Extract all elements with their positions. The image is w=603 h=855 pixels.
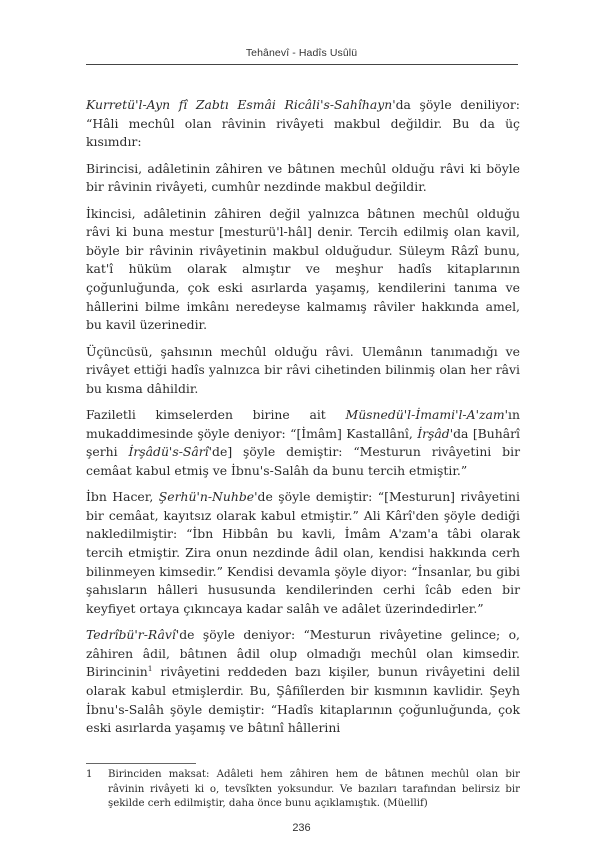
page-number: 236: [292, 822, 311, 834]
footnote: [86, 768, 520, 812]
footnote-rule: [86, 763, 196, 764]
paragraph-6: İbn Hacer, Şerhü'n-Nuhbe'de şöyle demiştir: “[Mesturun] rivâyetini bir cemâat, kayıtsız olarak kabul etmiştir.” Ali Kârî'den şöyle dediği nakledilmiştir: “İbn Hibbân bu kavli, İmâm A'zam'a tâbi olarak tercih etmiştir. Zira onun nezdinde âdil olan, kendisi hakkında cerh bilinmeyen kimsedir.” Kendisi devamla şöyle diyor: “İnsanlar, bu gibi şahısların hâlleri hususunda kendilerinden cerhi îcâb eden bir keyfiyet ortaya çıkıncaya kadar salâh ve adâlet üzerindedirler.”: [86, 489, 520, 616]
footnote-number: 1: [86, 769, 93, 780]
book-title: Tedrîbü'r-Râvî: [86, 627, 176, 643]
book-title: Müsnedü'l-İmami'l-A'zam: [345, 407, 505, 423]
paragraph-1: Kurretü'l-Ayn fî Zabtı Esmâi Ricâli's-Sahîhayn'da şöyle deniliyor: “Hâli mechûl olan râvinin rivâyeti makbul değildir. Bu da üç kısımdır:: [86, 97, 520, 150]
paragraph-3: İkincisi, adâletinin zâhiren değil yalnızca bâtınen mechûl olduğu râvi ki buna mestur [mesturü'l-hâl] denir. Tercih edilmiş olan kavil, böyle bir râvinin rivâyetinin makbul olduğudur. Süleym Râzî bunu, kat'î hüküm olarak almıştır ve meşhur hadîs kitaplarının çoğunluğunda, çok eski asırlarda yaşamış, kendilerini tanıma ve hâllerini bilme imkânı neredeyse kalmamış râviler hakkında amel, bu kavil üzerinedir.: [86, 205, 520, 333]
footnote-text: Birinciden maksat: Adâleti hem zâhiren hem de bâtınen mechûl olan bir râvinin rivâyeti ki o, tevsîkten yoksundur. Ve bazıları tarafından belirsiz bir şekilde cerh edilmiştir, daha önce bunu açıklamıştık. (Müellif): [108, 769, 520, 810]
paragraph-2: Birincisi, adâletinin zâhiren ve bâtınen mechûl olduğu râvi ki böyle bir râvinin rivâyeti, cumhûr nezdinde makbul değildir.: [86, 160, 520, 195]
book-title: İrşâdü's-Sârî: [128, 444, 209, 460]
paragraph-7: Tedrîbü'r-Râvî'de şöyle deniyor: “Mesturun rivâyetine gelince; o, zâhiren âdil, bâtınen âdil olup olmadığı mechûl olan kimsedir. Birincinin$^1$ rivâyetini reddeden bazı kişiler, bunun rivâyetini delil olarak kabul etmişlerdir. Bu, Şâfiîlerden bir kısmının kavlidir. Şeyh İbnu's-Salâh şöyle demiştir: “Hadîs kitaplarının çoğunluğunda, çok eski asırlarda yaşamış ve bâtınî hâllerini: [86, 627, 520, 736]
book-title: Şerhü'n-Nuhbe: [158, 489, 255, 505]
book-title: Kurretü'l-Ayn fî Zabtı Esmâi Ricâli's-Sahîhayn: [86, 97, 393, 112]
book-title: İrşâd: [417, 425, 450, 441]
header-rule: [86, 64, 518, 65]
footnote-reference[interactable]: 1: [147, 664, 153, 674]
paragraph-4: Üçüncüsü, şahsının mechûl olduğu râvi. Ulemânın tanımadığı ve rivâyet ettiği hadîs yalnızca bir râvi cihetinden bilinmiş olan her râvi bu kısma dâhildir.: [86, 343, 520, 396]
body-text: [86, 96, 520, 746]
paragraph-5: Faziletli kimselerden birine ait Müsnedü'l-İmami'l-A'zam'ın mukaddimesinde şöyle deniyor: “[İmâm] Kastallânî, İrşâd'da [Buhârî şerhi İrşâdü's-Sârî'de] şöyle demiştir: “Mesturun rivâyetini bir cemâat kabul etmiş ve İbnu's-Salâh da bunu tercih etmiştir.”: [86, 407, 520, 478]
running-header: Tehânevî - Hadîs Usûlü: [245, 47, 358, 59]
